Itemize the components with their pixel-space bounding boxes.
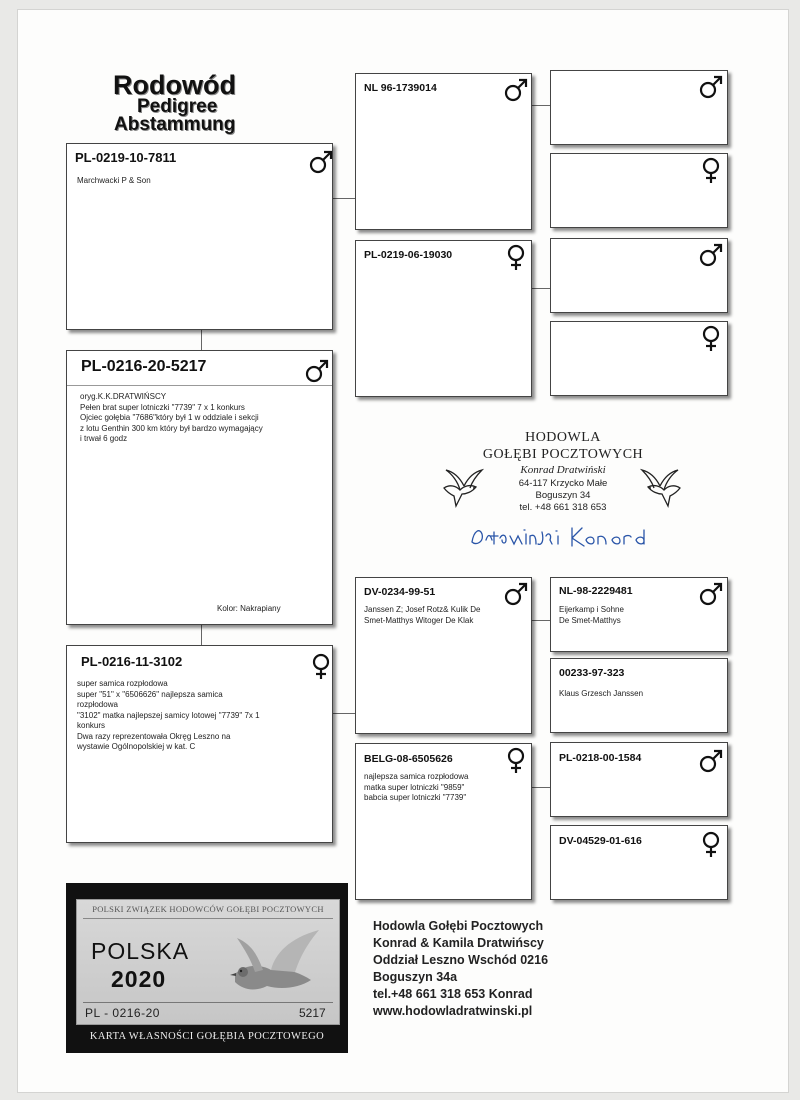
handwritten-signature — [468, 520, 658, 554]
owner-line-4: Boguszyn 34a — [373, 970, 458, 984]
ownership-card-face — [76, 899, 340, 1025]
stamp-line-2: GOŁĘBI POCZTOWYCH — [482, 447, 644, 462]
sire-sire-ring: NL 96-1739014 — [364, 82, 437, 94]
dam-notes — [77, 679, 260, 753]
title-pedigree: Pedigree — [137, 96, 218, 117]
stamp-line-5: Boguszyn 34 — [535, 490, 591, 501]
male-icon — [697, 747, 725, 775]
title-rodowod: Rodowód — [113, 70, 236, 100]
card-country: POLSKA — [91, 938, 190, 964]
ownership-card — [66, 883, 348, 1053]
pedigree-sheet — [18, 10, 788, 1092]
card-top-rule — [83, 918, 333, 919]
note-line: De Smet-Matthys — [559, 615, 621, 625]
dam-dam-ring: BELG-08-6505626 — [364, 753, 453, 765]
sire-card — [66, 143, 333, 330]
dam-card — [66, 645, 333, 843]
gen4-notes — [559, 605, 624, 626]
dam-ring: PL-0216-11-3102 — [81, 654, 183, 669]
note-line: z lotu Genthin 300 km który był bardzo wymagający — [80, 423, 263, 433]
dove-left-icon — [440, 464, 486, 510]
subject-color: Kolor: Nakrapiany — [217, 604, 281, 613]
owner-line-6: www.hodowladratwinski.pl — [373, 1004, 533, 1018]
note-line: Smet-Matthys Witoger De Klak — [364, 615, 474, 625]
note-line: Marchwacki P & Son — [77, 176, 151, 185]
gen4-card-8 — [550, 825, 728, 900]
note-line: konkurs — [77, 721, 106, 730]
connector-dam-parents — [333, 713, 355, 714]
female-icon — [307, 652, 335, 680]
gen4-card-7 — [550, 742, 728, 817]
male-icon — [502, 580, 530, 608]
dam-sire-notes — [364, 605, 481, 626]
owner-line-3: Oddział Leszno Wschód 0216 — [373, 953, 549, 967]
male-icon — [303, 357, 331, 385]
male-icon — [502, 76, 530, 104]
dam-dam-card — [355, 743, 532, 900]
connector-sd-gen4 — [532, 288, 550, 289]
note-line: babcia super lotniczki "7739" — [364, 793, 467, 802]
female-icon — [502, 243, 530, 271]
gen4-card-3 — [550, 238, 728, 313]
card-year: 2020 — [111, 966, 167, 992]
note-line: Ojciec gołębia "7686"który był 1 w oddziale i sekcji — [80, 413, 259, 422]
stamp-line-4: 64-117 Krzycko Małe — [518, 478, 608, 489]
sire-dam-ring: PL-0219-06-19030 — [364, 249, 453, 261]
note-line: "3102" matka najlepszej samicy lotowej "7739" 7x 1 — [77, 710, 260, 720]
gen4-ring: DV-04529-01-616 — [559, 835, 642, 847]
female-icon — [697, 156, 725, 184]
note-line: rozpłodowa — [77, 700, 118, 709]
female-icon — [502, 746, 530, 774]
connector-ss-gen4 — [532, 105, 550, 106]
connector-subject-dam — [201, 625, 202, 645]
card-association: POLSKI ZWIĄZEK HODOWCÓW GOŁĘBI POCZTOWYCH — [92, 904, 324, 914]
dam-sire-card — [355, 577, 532, 734]
gen4-card-2 — [550, 153, 728, 228]
sire-dam-card — [355, 240, 532, 397]
stamp-line-1: HODOWLA — [525, 430, 601, 445]
male-icon — [697, 580, 725, 608]
stamp-line-3: Konrad Dratwiński — [520, 464, 606, 476]
owner-line-2: Konrad & Kamila Dratwińscy — [373, 936, 544, 950]
male-icon — [697, 73, 725, 101]
connector-ds-gen4 — [532, 620, 550, 621]
owner-line-1: Hodowla Gołębi Pocztowych — [373, 919, 544, 933]
note-line: i trwał 6 godz — [80, 434, 128, 443]
note-line: super samica rozpłodowa — [77, 679, 168, 688]
pigeon-icon — [215, 924, 333, 1000]
gen4-ring: NL-98-2229481 — [559, 585, 633, 597]
card-ring: PL - 0216-20 — [85, 1006, 160, 1020]
title-abstammung: Abstammung — [114, 114, 236, 135]
stamp-line-6: tel. +48 661 318 653 — [519, 502, 607, 513]
note-line: Pełen brat super lotniczki "7739" 7 x 1 konkurs — [80, 402, 245, 412]
gen4-card-4 — [550, 321, 728, 396]
note-line: wystawie Ogólnopolskiej w kat. C — [77, 742, 196, 751]
sire-notes — [77, 176, 151, 187]
owner-line-5: tel.+48 661 318 653 Konrad — [373, 987, 533, 1001]
gen4-card-6 — [550, 658, 728, 733]
card-footer: KARTA WŁASNOŚCI GOŁĘBIA POCZTOWEGO — [89, 1031, 325, 1042]
note-line: super "51" x "6506626" najlepsza samica — [77, 689, 223, 699]
sire-sire-card — [355, 73, 532, 230]
gen4-ring: 00233-97-323 — [559, 667, 625, 679]
breeder-stamp — [448, 430, 678, 520]
male-icon — [697, 241, 725, 269]
gen4-card-1 — [550, 70, 728, 145]
gen4-notes — [559, 689, 643, 700]
male-icon — [307, 148, 335, 176]
note-line: Klaus Grzesch Janssen — [559, 689, 644, 698]
female-icon — [697, 324, 725, 352]
female-icon — [697, 830, 725, 858]
connector-sire-parents — [333, 198, 355, 199]
gen4-ring: PL-0218-00-1584 — [559, 752, 642, 764]
note-line: matka super lotniczki "9859" — [364, 782, 465, 792]
note-line: Janssen Z; Josef Rotz& Kulik De — [364, 605, 481, 614]
gen4-card-5 — [550, 577, 728, 652]
card-bottom-rule — [83, 1002, 333, 1003]
note-line: najlepsza samica rozpłodowa — [364, 772, 469, 781]
card-number: 5217 — [299, 1006, 326, 1020]
sire-ring: PL-0219-10-7811 — [75, 150, 177, 165]
subject-divider — [67, 385, 332, 386]
owner-info — [373, 918, 548, 1020]
subject-card — [66, 350, 333, 625]
note-line: Dwa razy reprezentowała Okręg Leszno na — [77, 731, 231, 741]
note-line: Eijerkamp i Sohne — [559, 605, 624, 614]
dam-dam-notes — [364, 772, 469, 804]
connector-sire-subject — [201, 330, 202, 350]
connector-dd-gen4 — [532, 787, 550, 788]
subject-notes — [80, 392, 263, 445]
dove-right-icon — [638, 464, 684, 510]
dam-sire-ring: DV-0234-99-51 — [364, 586, 436, 598]
note-line: oryg.K.K.DRATWIŃSCY — [80, 392, 167, 401]
subject-ring: PL-0216-20-5217 — [81, 358, 207, 375]
